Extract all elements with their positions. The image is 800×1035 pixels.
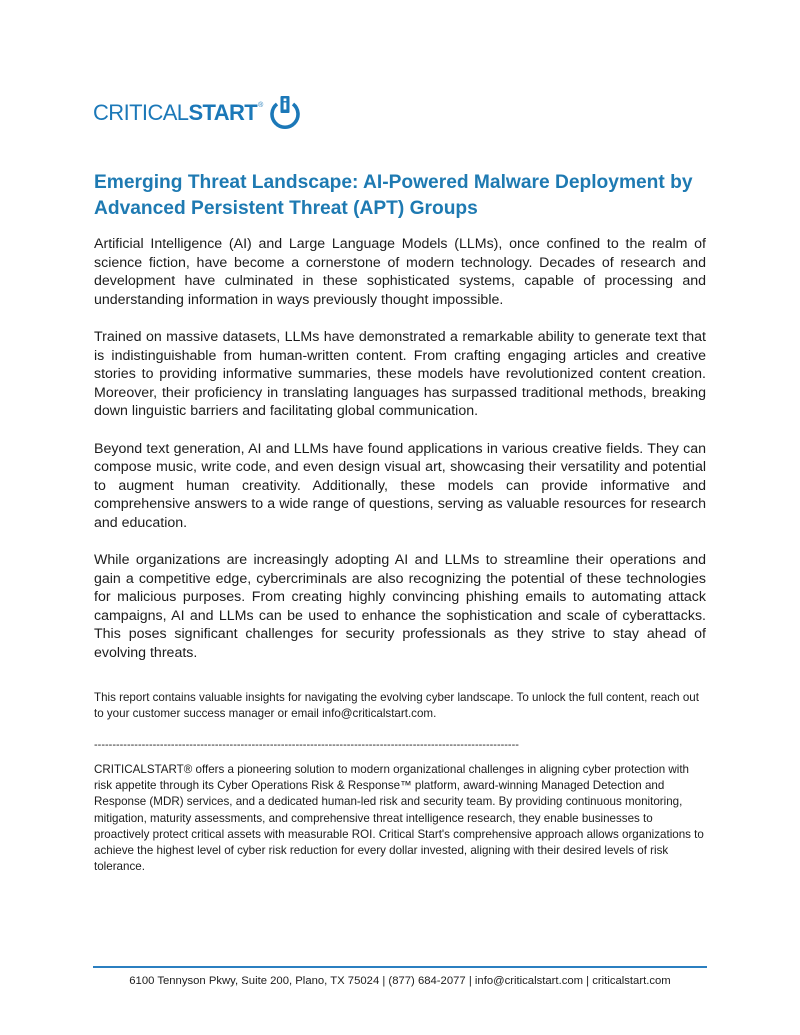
paragraph-1: Artificial Intelligence (AI) and Large Language Models (LLMs), once confined to the realm of science fiction, have become a cornerstone of modern technology. Decades of research and development have culminated in these sophisticated systems, capable of processing and understanding information in ways previously thought impossible.	[94, 236, 706, 308]
page-title: Emerging Threat Landscape: AI-Powered Malware Deployment by Advanced Persistent Threat (APT) Groups	[94, 172, 693, 219]
logo-wordmark	[93, 102, 263, 124]
article-body	[94, 235, 706, 681]
about-company: CRITICALSTART® offers a pioneering solution to modern organizational challenges in aligning cyber protection with risk appetite through its Cyber Operations Risk & Response™ platform, award-winning Managed Detection and Response (MDR) services, and a dedicated human-led risk and security team. By providing continuous monitoring, mitigation, maturity assessments, and comprehensive threat intelligence research, they enable businesses to proactively protect critical assets with measurable ROI. Critical Start's comprehensive approach allows organizations to achieve the highest level of cyber risk reduction for every dollar invested, aligning with their desired levels of risk tolerance.	[94, 763, 704, 874]
logo-registered-mark: ®	[258, 102, 263, 109]
logo-word-start: START	[188, 100, 258, 125]
dashed-divider: --------------------------------------------------------------------------------------------------------------------	[94, 739, 519, 751]
footer-rule	[93, 966, 707, 968]
paragraph-3: Beyond text generation, AI and LLMs have found applications in various creative fields. They can compose music, write code, and even design visual art, showcasing their versatility and potential to augment human creativity. Additionally, these models can provide informative and comprehensive answers to a wide range of questions, serving as valuable resources for research and education.	[94, 440, 706, 531]
paragraph-2: Trained on massive datasets, LLMs have demonstrated a remarkable ability to generate text that is indistinguishable from human-written content. From crafting engaging articles and creative stories to providing informative summaries, these models have revolutionized content creation. Moreover, their proficiency in translating languages has surpassed traditional methods, breaking down linguistic barriers and facilitating global communication.	[94, 328, 706, 420]
power-logo-icon	[268, 94, 302, 132]
paragraph-4: While organizations are increasingly adopting AI and LLMs to streamline their operations and gain a competitive edge, cybercriminals are also recognizing the potential of these technologies for malicious purposes. From creating highly convincing phishing emails to automating attack campaigns, AI and LLMs can be used to enhance the sophistication and scale of cyberattacks. This poses significant challenges for security professionals as they strive to stay ahead of evolving threats.	[94, 552, 706, 662]
company-logo	[93, 92, 302, 134]
footer-contact: 6100 Tennyson Pkwy, Suite 200, Plano, TX 75024 | (877) 684-2077 | info@criticalstart.com | criticalstart.com	[129, 975, 671, 987]
logo-word-critical: CRITICAL	[93, 100, 189, 125]
access-notice: This report contains valuable insights for navigating the evolving cyber landscape. To unlock the full content, reach out to your customer success manager or email info@criticalstart.com.	[94, 691, 699, 721]
